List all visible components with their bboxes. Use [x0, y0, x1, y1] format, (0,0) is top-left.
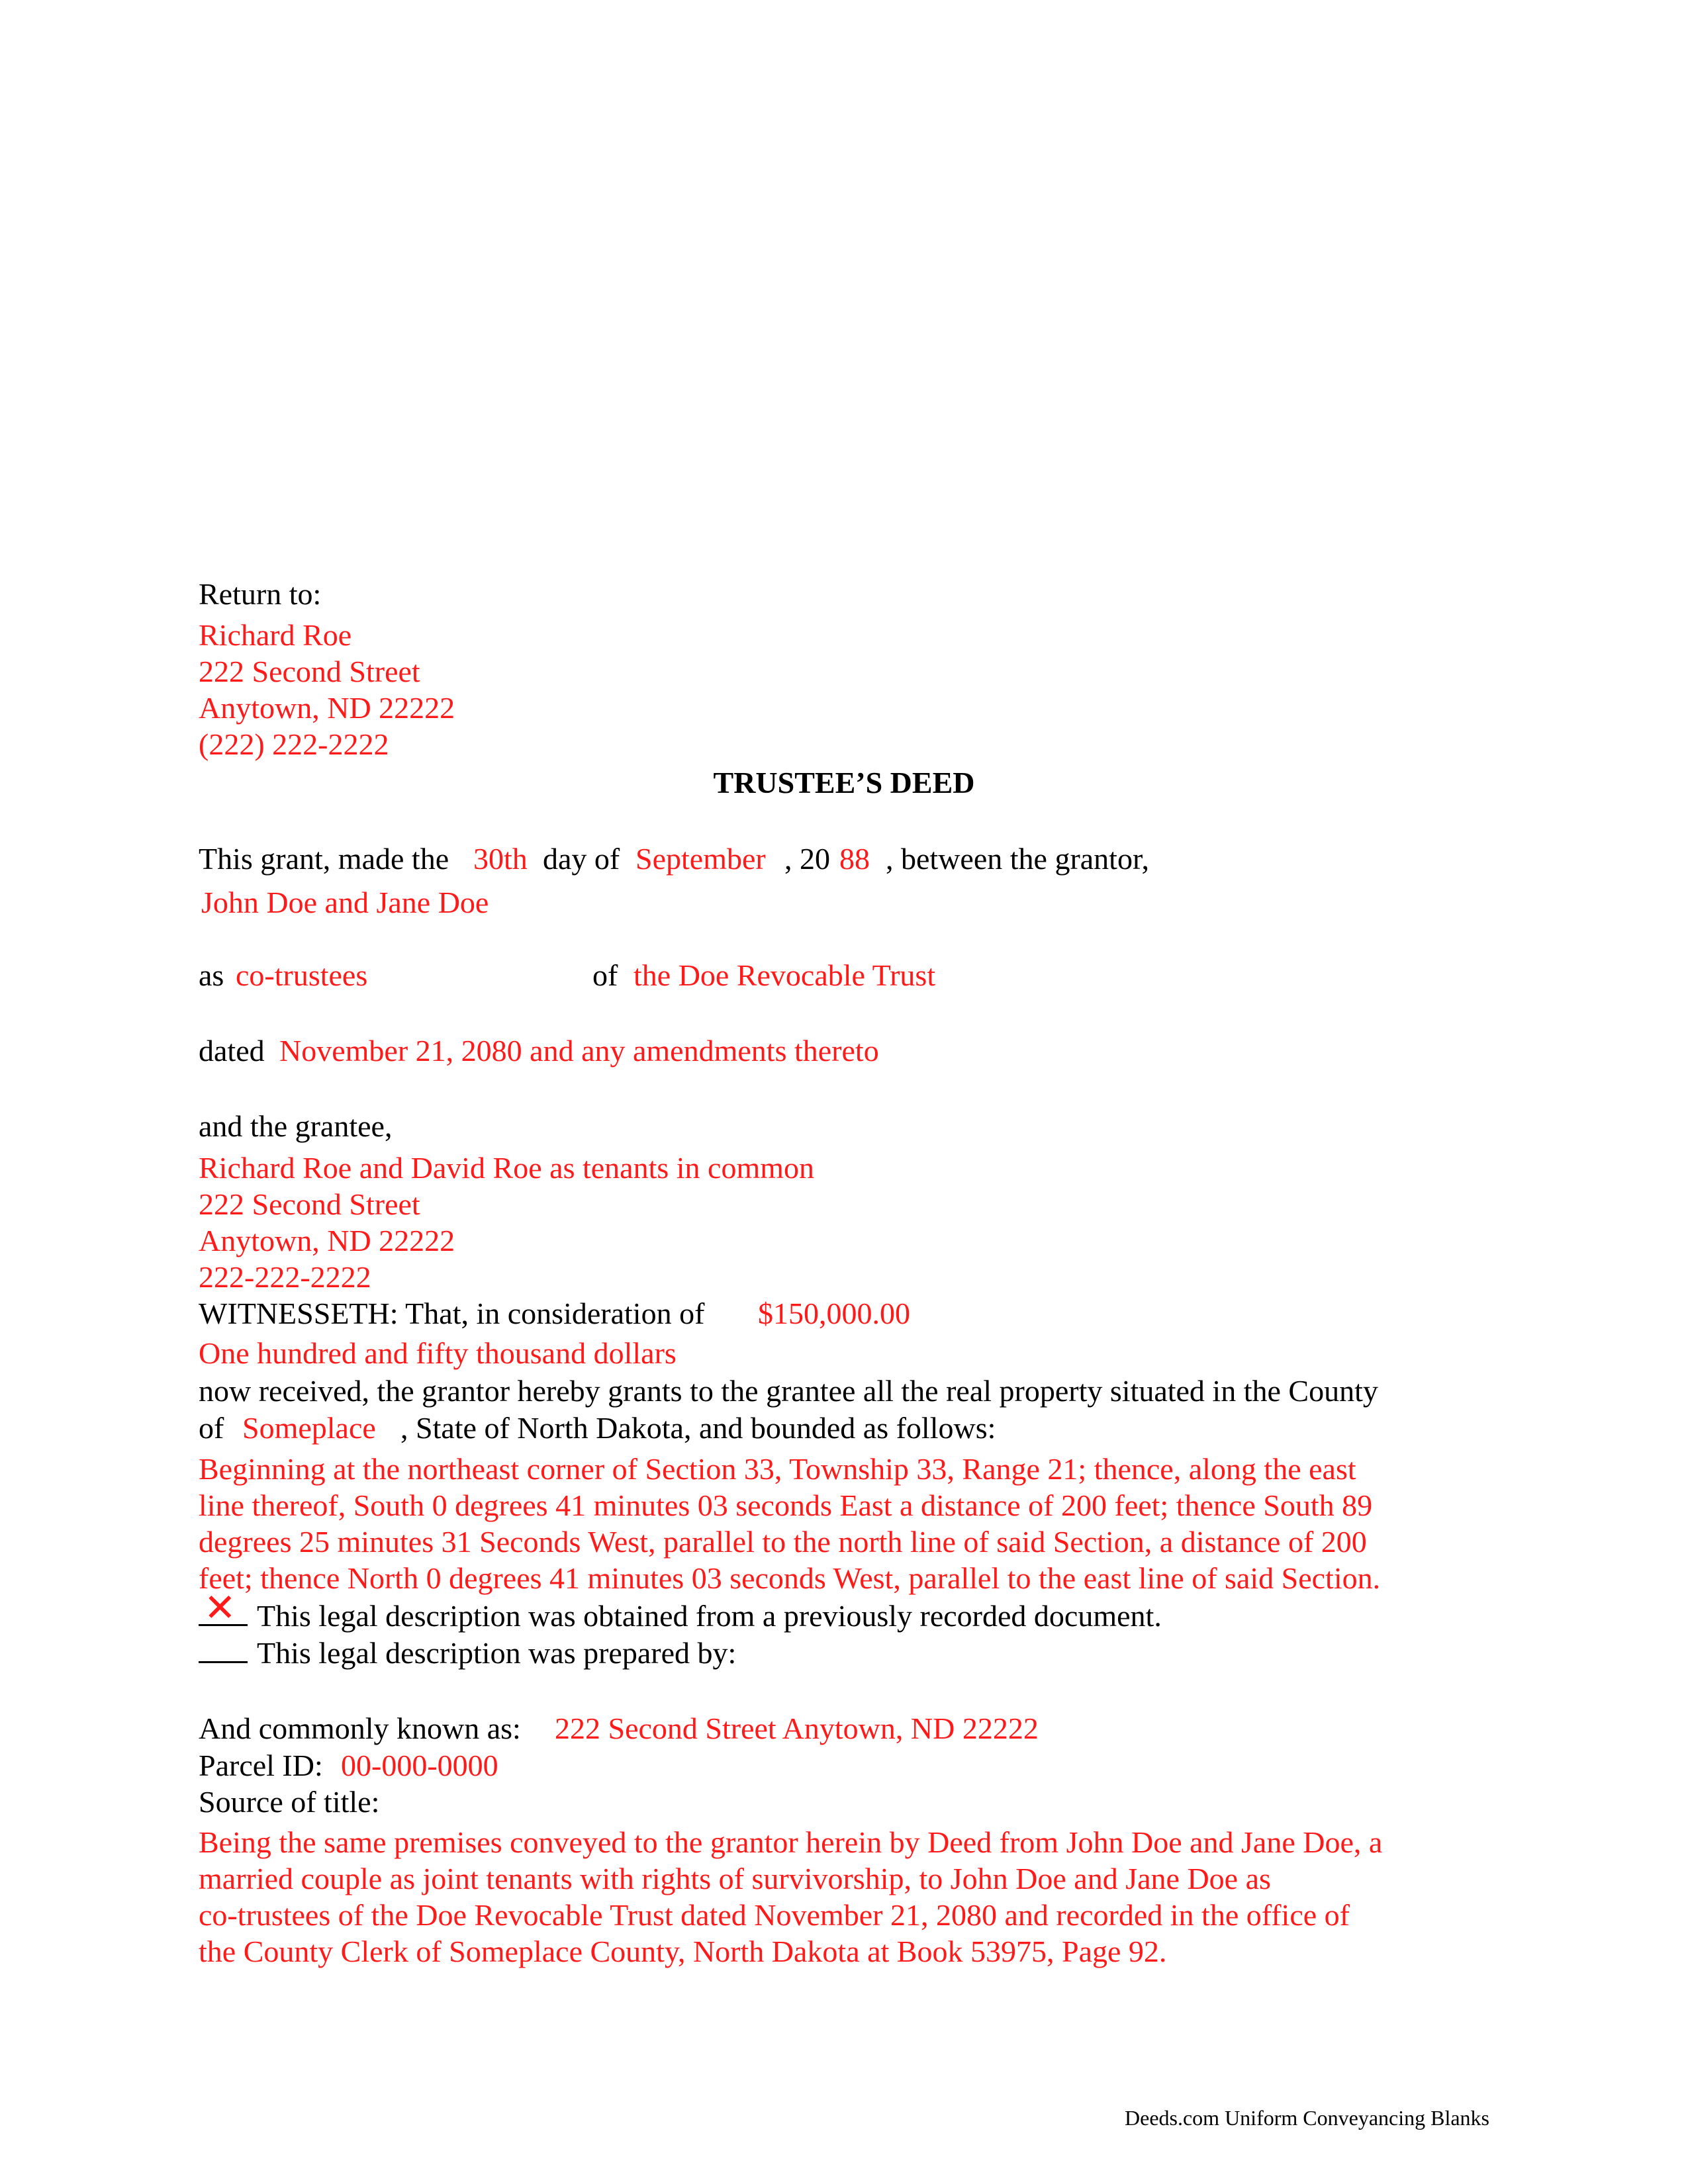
grant-month: September — [635, 842, 766, 876]
checkbox-blank — [199, 1585, 248, 1630]
x-mark-icon: ✕ — [204, 1585, 236, 1630]
grant-day: 30th — [473, 842, 528, 876]
return-to-phone: (222) 222-2222 — [199, 727, 389, 761]
county-name: Someplace — [242, 1411, 376, 1445]
legal-description-line: degrees 25 minutes 31 Seconds West, parallel to the north line of said Section, a distance of 200 — [199, 1525, 1367, 1559]
consideration-words: One hundred and fifty thousand dollars — [199, 1336, 677, 1370]
grant-prefix: This grant, made the — [199, 842, 449, 876]
known-as-value: 222 Second Street Anytown, ND 22222 — [555, 1711, 1039, 1745]
of-label: of — [592, 958, 618, 992]
grantee-city: Anytown, ND 22222 — [199, 1224, 455, 1257]
checkbox-blank — [199, 1635, 248, 1663]
footer-credit: Deeds.com Uniform Conveyancing Blanks — [1125, 2106, 1489, 2130]
grant-day-of: day of — [543, 842, 620, 876]
grantee-street: 222 Second Street — [199, 1187, 420, 1221]
legal-description-line: line thereof, South 0 degrees 41 minutes 03 seconds East a distance of 200 feet; thence South 89 — [199, 1488, 1373, 1522]
grant-year-suffix: 88 — [839, 842, 870, 876]
parcel-value: 00-000-0000 — [341, 1749, 498, 1782]
checkbox-text: This legal description was prepared by: — [257, 1636, 737, 1670]
return-to-name: Richard Roe — [199, 618, 352, 652]
grant-year-prefix: , 20 — [784, 842, 830, 876]
grantee-label: and the grantee, — [199, 1109, 393, 1143]
return-to-street: 222 Second Street — [199, 655, 420, 688]
source-line: Being the same premises conveyed to the grantor herein by Deed from John Doe and Jane Doe, a — [199, 1825, 1383, 1859]
legal-source-option-recorded — [199, 1585, 1162, 1635]
grantor-name: John Doe and Jane Doe — [201, 886, 489, 919]
parcel-label: Parcel ID: — [199, 1749, 323, 1782]
legal-description-line: feet; thence North 0 degrees 41 minutes 03 seconds West, parallel to the east line of said Section. — [199, 1561, 1381, 1595]
state-line: , State of North Dakota, and bounded as follows: — [400, 1411, 996, 1445]
legal-description-line: Beginning at the northeast corner of Section 33, Township 33, Range 21; thence, along the east — [199, 1452, 1356, 1486]
return-to-label: Return to: — [199, 577, 322, 611]
grants-line: now received, the grantor hereby grants to the grantee all the real property situated in the County — [199, 1374, 1378, 1408]
dated-label: dated — [199, 1034, 265, 1068]
source-line: the County Clerk of Someplace County, North Dakota at Book 53975, Page 92. — [199, 1934, 1167, 1968]
source-label: Source of title: — [199, 1785, 380, 1819]
trust-name: the Doe Revocable Trust — [633, 958, 936, 992]
consideration-label: WITNESSETH: That, in consideration of — [199, 1297, 705, 1330]
source-line: married couple as joint tenants with rights of survivorship, to John Doe and Jane Doe as — [199, 1862, 1271, 1895]
checkbox-text: This legal description was obtained from a previously recorded document. — [257, 1599, 1162, 1633]
grantee-phone: 222-222-2222 — [199, 1260, 371, 1294]
dated-value: November 21, 2080 and any amendments thereto — [279, 1034, 879, 1068]
county-of-label: of — [199, 1411, 224, 1445]
grantee-name: Richard Roe and David Roe as tenants in common — [199, 1151, 815, 1185]
trustee-role: co-trustees — [236, 958, 368, 992]
source-line: co-trustees of the Doe Revocable Trust dated November 21, 2080 and recorded in the office of — [199, 1898, 1350, 1932]
consideration-amount: $150,000.00 — [758, 1297, 910, 1330]
known-as-label: And commonly known as: — [199, 1711, 521, 1745]
legal-source-option-prepared — [199, 1635, 736, 1672]
grant-between: , between the grantor, — [886, 842, 1149, 876]
as-label: as — [199, 958, 224, 992]
return-to-city: Anytown, ND 22222 — [199, 691, 455, 725]
document-title: TRUSTEE’S DEED — [713, 766, 975, 799]
